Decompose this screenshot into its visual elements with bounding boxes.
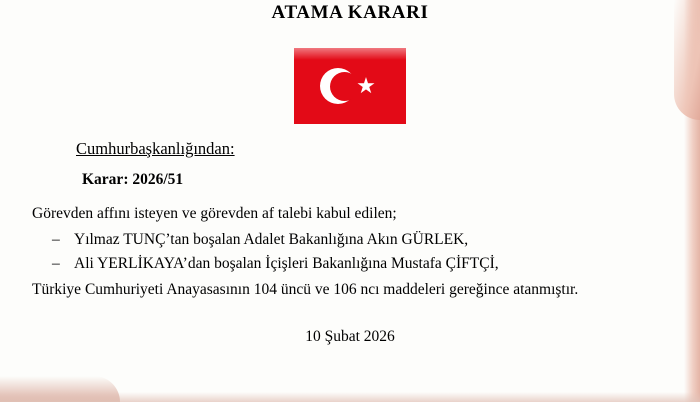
document-body xyxy=(30,136,670,302)
flag-glare xyxy=(294,48,406,60)
appointment-text: Ali YERLİKAYA’dan boşalan İçişleri Bakanlığına Mustafa ÇİFTÇİ, xyxy=(74,254,499,272)
decision-number: Karar: 2026/51 xyxy=(82,170,184,188)
appointment-text: Yılmaz TUNÇ’tan boşalan Adalet Bakanlığına Akın GÜRLEK, xyxy=(74,230,469,248)
list-item xyxy=(52,228,670,252)
intro-text: Görevden affını isteyen ve görevden af talebi kabul edilen; xyxy=(32,204,397,222)
turkish-flag-icon xyxy=(294,48,406,124)
document-date: 10 Şubat 2026 xyxy=(305,328,395,345)
bullet-dash: – xyxy=(52,254,60,272)
photo-edge-bottom xyxy=(0,392,700,402)
page-title: ATAMA KARARI xyxy=(271,2,429,23)
issuing-authority: Cumhurbaşkanlığından: xyxy=(76,139,235,158)
closing-text: Türkiye Cumhuriyeti Anayasasının 104 üncü ve 106 ncı maddeleri gereğince atanmıştır. xyxy=(32,280,579,298)
crescent-cutout xyxy=(330,72,359,101)
star-icon: ★ xyxy=(356,73,376,98)
list-item xyxy=(52,252,670,276)
flag-container xyxy=(0,48,700,124)
bullet-dash: – xyxy=(52,230,60,248)
